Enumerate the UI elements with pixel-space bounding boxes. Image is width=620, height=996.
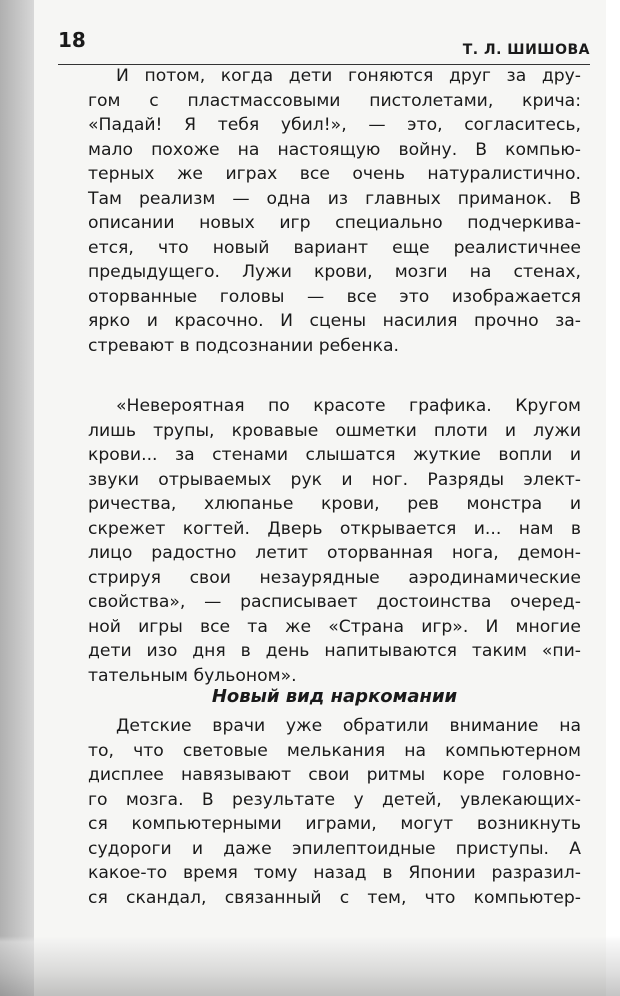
text-line: крови... за стенами слышатся жуткие вопли и — [88, 445, 581, 465]
text-line: свойства», — расписывает достоинства очеред- — [88, 592, 581, 612]
text-line: ярко и красочно. И сцены насилия прочно за- — [88, 311, 581, 331]
paragraph-1 — [88, 64, 581, 358]
text-line: терных же играх все очень натуралистично. — [88, 164, 581, 184]
text-line: «Падай! Я тебя убил!», — это, согласитесь, — [88, 115, 581, 135]
text-line: стревают в подсознании ребенка. — [88, 335, 399, 356]
text-line: Детские врачи уже обратили внимание на — [116, 716, 581, 736]
text-line: го мозга. В результате у детей, увлекающих- — [88, 789, 581, 810]
text-line: предыдущего. Лужи крови, мозги на стенах, — [88, 262, 581, 282]
paragraph-3 — [88, 714, 581, 910]
text-line: звуки отрываемых рук и ног. Разряды элект- — [88, 469, 581, 490]
text-line: оторванные головы — все это изображается — [88, 286, 581, 307]
text-line: ной игры все та же «Страна игр». И многие — [88, 616, 581, 637]
text-line: И потом, когда дети гоняются друг за дру- — [116, 66, 581, 86]
scan-shadow-bottom — [0, 936, 620, 996]
text-line: ся компьютерными играми, могут возникнуть — [88, 814, 581, 834]
text-line: тательным бульоном». — [88, 665, 297, 686]
text-line: дисплее навязывают свои ритмы коре головно- — [88, 765, 581, 785]
text-line: гом с пластмассовыми пистолетами, крича: — [88, 90, 581, 111]
text-line: то, что световые мелькания на компьютерном — [88, 740, 581, 761]
text-line: лишь трупы, кровавые ошметки плоти и лужи — [88, 420, 581, 441]
text-line: мало похоже на настоящую войну. В компью- — [88, 139, 581, 160]
section-heading: Новый вид наркомании — [211, 686, 458, 707]
page-header — [58, 28, 590, 64]
text-line: ся скандал, связанный с тем, что компьютер- — [88, 887, 581, 908]
text-line: лицо радостно летит оторванная нога, демон- — [88, 543, 581, 563]
text-line: судороги и даже эпилептоидные приступы. А — [88, 838, 581, 859]
text-line: описании новых игр специально подчеркива- — [88, 213, 581, 233]
text-line: «Невероятная по красоте графика. Кругом — [116, 396, 581, 416]
text-line: ричества, хлюпанье крови, рев монстра и — [88, 494, 581, 514]
paragraph-2 — [88, 394, 581, 688]
text-line: ется, что новый вариант еще реалистичнее — [88, 237, 581, 258]
text-line: скрежет когтей. Дверь открывается и... нам в — [88, 518, 581, 539]
text-line: Там реализм — одна из главных приманок. В — [88, 188, 581, 209]
running-head-author: Т. Л. ШИШОВА — [462, 42, 590, 58]
page-number: 18 — [58, 28, 86, 52]
text-line: стрируя свои незаурядные аэродинамические — [88, 567, 581, 588]
text-line: какое-то время тому назад в Японии разразил- — [88, 863, 581, 883]
text-line: дети изо дня в день напитываются таким «пи- — [88, 641, 581, 661]
